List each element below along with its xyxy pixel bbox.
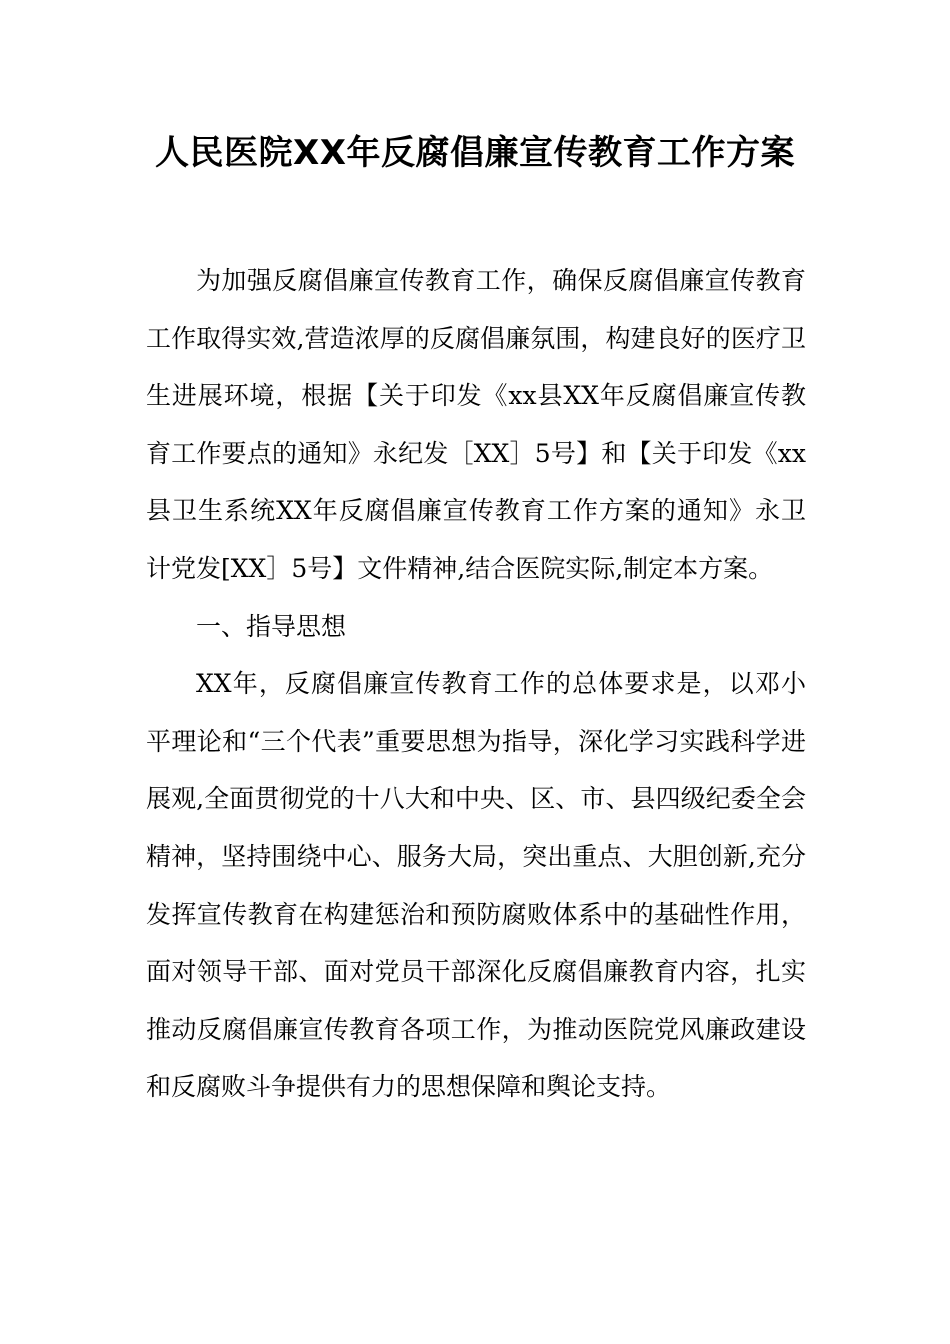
document-title: 人民医院XX年反腐倡廉宣传教育工作方案 [155,133,795,173]
guiding-ideology-paragraph: XX年，反腐倡廉宣传教育工作的总体要求是，以邓小平理论和“三个代表”重要思想为指导，深化学习实践科学进展观,全面贯彻党的十八大和中央、区、市、县四级纪委全会精神，坚持围绕中心、服务大局，突出重点、大胆创新,充分发挥宣传教育在构建惩治和预防腐败体系中的基础性作用，面对领导干部、面对党员干部深化反腐倡廉教育内容，扎实推动反腐倡廉宣传教育各项工作，为推动医院党风廉政建设和反腐败斗争提供有力的思想保障和舆论支持。 [146,669,806,1102]
document-body [146,252,806,1116]
intro-paragraph: 为加强反腐倡廉宣传教育工作，确保反腐倡廉宣传教育工作取得实效,营造浓厚的反腐倡廉氛围，构建良好的医疗卫生进展环境，根据【关于印发《xx县XX年反腐倡廉宣传教育工作要点的通知》永纪发［XX］5号】和【关于印发《xx县卫生系统XX年反腐倡廉宣传教育工作方案的通知》永卫计党发[XX］5号】文件精神,结合医院实际,制定本方案。 [146,266,806,583]
section-heading-guiding-ideology: 一、指导思想 [196,611,347,641]
